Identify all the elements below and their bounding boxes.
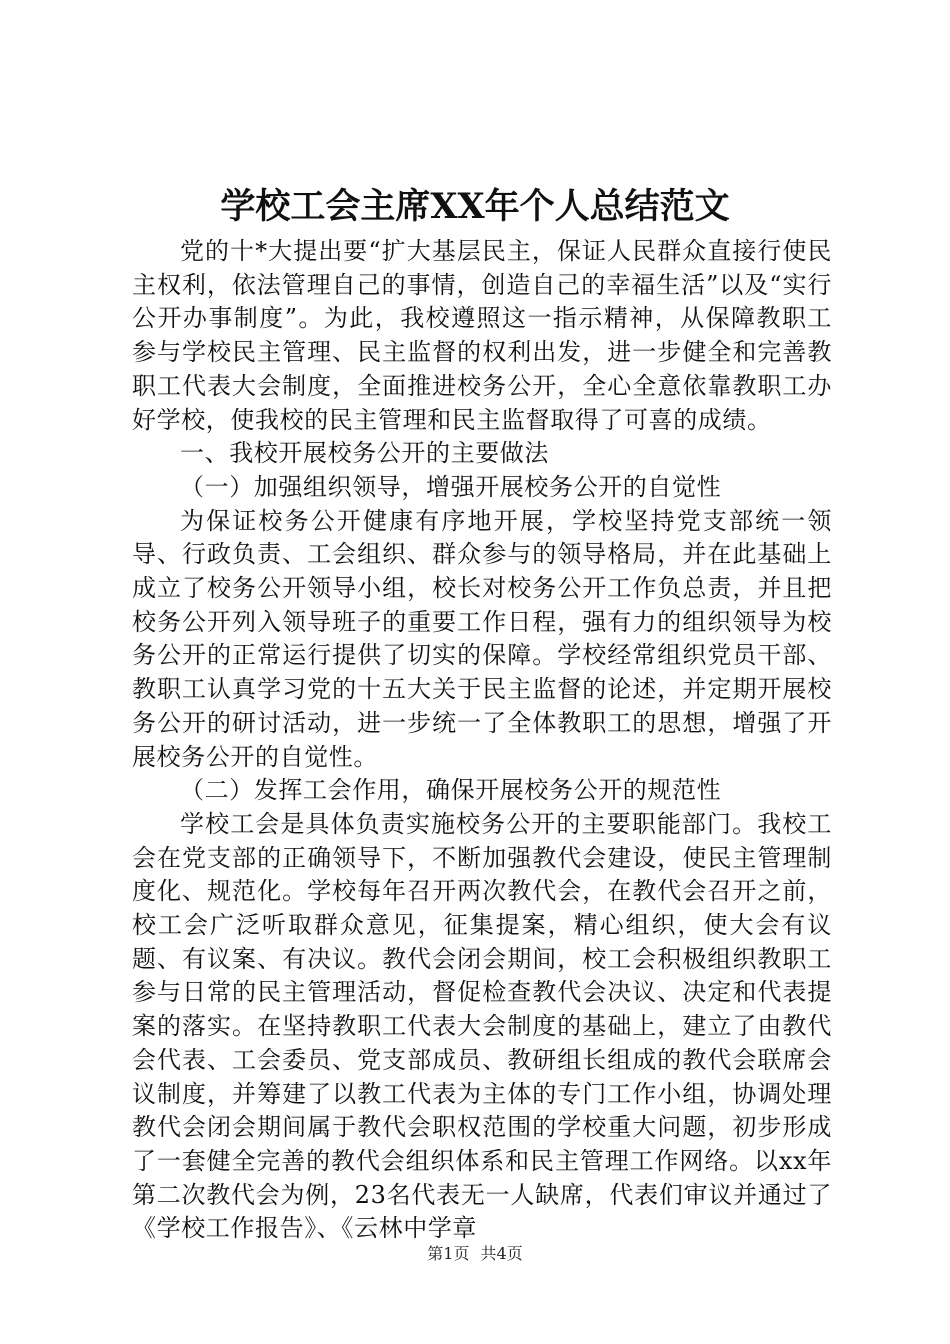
subsection-heading-1: （一）加强组织领导，增强开展校务公开的自觉性 bbox=[180, 472, 722, 501]
intro-paragraph: 党的十*大提出要“扩大基层民主，保证人民群众直接行使民主权利，依法管理自己的事情，创造自己的幸福生活”以及“实行公开办事制度”。为此，我校遵照这一指示精神，从保障教职工参与学校民主管理、民主监督的权利出发，进一步健全和完善教职工代表大会制度，全面推进校务公开，全心全意依靠教职工办好学校，使我校的民主管理和民主监督取得了可喜的成绩。 bbox=[132, 237, 832, 434]
page-footer bbox=[0, 1242, 950, 1266]
page-total: 共4页 bbox=[480, 1244, 523, 1263]
body-paragraph-2: 学校工会是具体负责实施校务公开的主要职能部门。我校工会在党支部的正确领导下，不断加强教代会建设，使民主管理制度化、规范化。学校每年召开两次教代会，在教代会召开之前，校工会广泛听取群众意见，征集提案，精心组织，使大会有议题、有议案、有决议。教代会闭会期间，校工会积极组织教职工参与日常的民主管理活动，督促检查教代会决议、决定和代表提案的落实。在坚持教职工代表大会制度的基础上，建立了由教代会代表、工会委员、党支部成员、教研组长组成的教代会联席会议制度，并筹建了以教工代表为主体的专门工作小组，协调处理教代会闭会期间属于教代会职权范围的学校重大问题，初步形成了一套健全完善的教代会组织体系和民主管理工作网络。以xx年第二次教代会为例，23名代表无一人缺席，代表们审议并通过了《学校工作报告》、《云林中学章 bbox=[132, 809, 832, 1243]
document-title: 学校工会主席XX年个人总结范文 bbox=[220, 186, 730, 227]
subsection-heading-2: （二）发挥工会作用，确保开展校务公开的规范性 bbox=[180, 776, 722, 805]
section-heading-1: 一、我校开展校务公开的主要做法 bbox=[180, 439, 549, 468]
page-number: 第1页 bbox=[427, 1244, 470, 1263]
document-body bbox=[132, 235, 832, 1246]
body-paragraph-1: 为保证校务公开健康有序地开展，学校坚持党支部统一领导、行政负责、工会组织、群众参与的领导格局，并在此基础上成立了校务公开领导小组，校长对校务公开工作负总责，并且把校务公开列入领导班子的重要工作日程，强有力的组织领导为校务公开的正常运行提供了切实的保障。学校经常组织党员干部、教职工认真学习党的十五大关于民主监督的论述，并定期开展校务公开的研讨活动，进一步统一了全体教职工的思想，增强了开展校务公开的自觉性。 bbox=[132, 506, 832, 771]
